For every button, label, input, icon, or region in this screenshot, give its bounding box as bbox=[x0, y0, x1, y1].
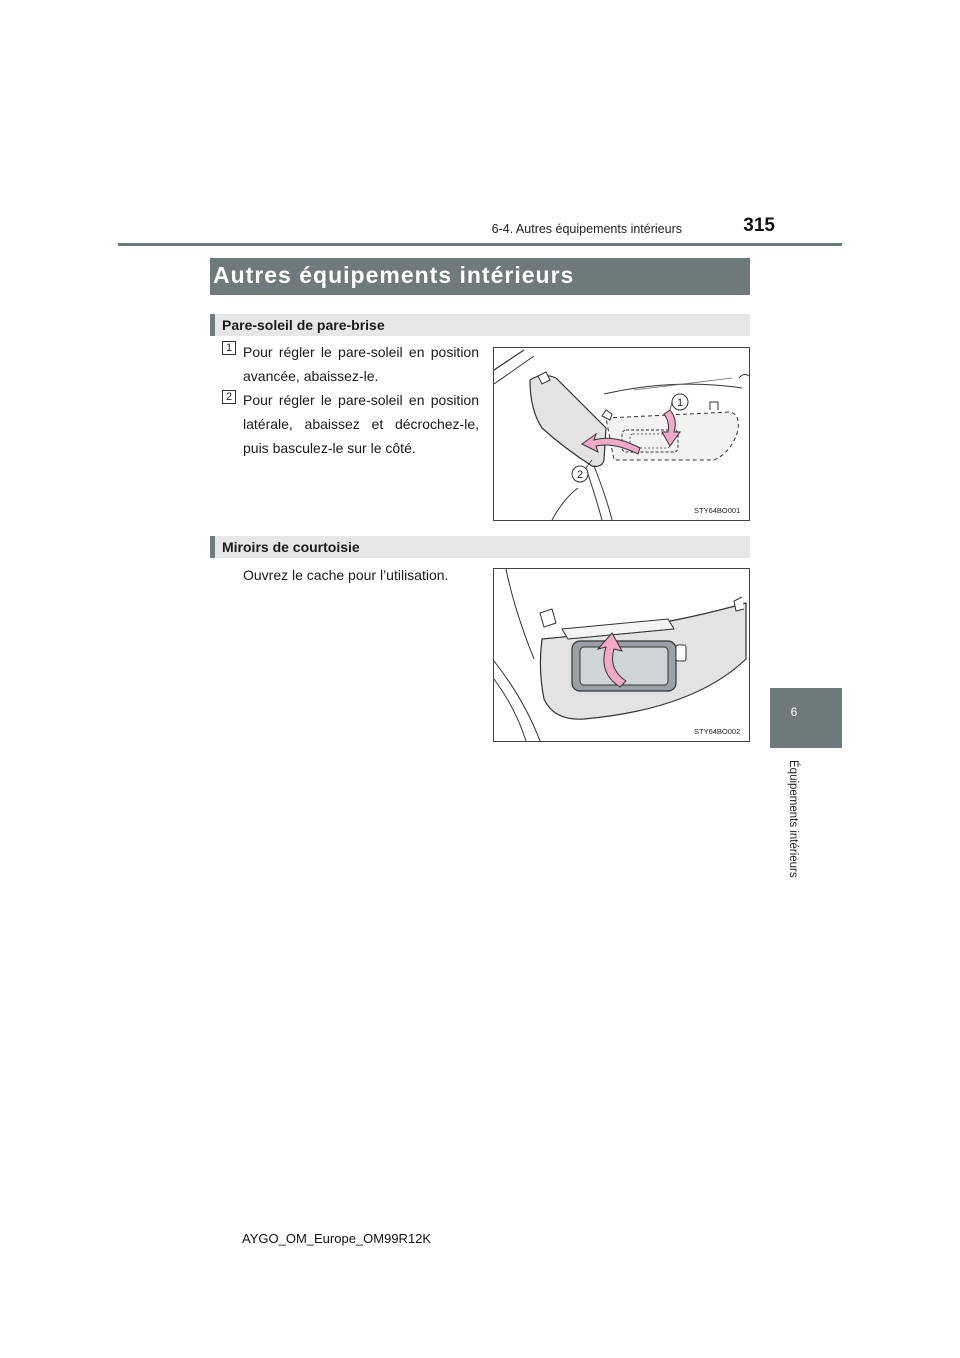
vanity-mirror-figure bbox=[493, 568, 750, 742]
step-marker-2: 2 bbox=[222, 390, 236, 404]
figure-code-1: STY64BO001 bbox=[694, 506, 741, 515]
chapter-tab bbox=[770, 688, 842, 748]
section-heading-mark bbox=[210, 536, 215, 558]
callout-1: 1 bbox=[676, 397, 684, 409]
header-rule bbox=[118, 243, 842, 246]
step-marker-1: 1 bbox=[222, 341, 236, 355]
page-number: 315 bbox=[743, 215, 775, 236]
chapter-title: Équipements intérieurs bbox=[787, 760, 799, 878]
page-title: Autres équipements intérieurs bbox=[213, 262, 575, 288]
step-text-1: Pour régler le pare-soleil en position avancée, abaissez-le. bbox=[243, 344, 479, 384]
document-code: AYGO_OM_Europe_OM99R12K bbox=[242, 1231, 432, 1246]
callout-2: 2 bbox=[576, 469, 584, 481]
figure-code-2: STY64BO002 bbox=[694, 727, 741, 736]
sun-visor-figure bbox=[493, 347, 750, 521]
section-heading-vanity-mirror: Miroirs de courtoisie bbox=[222, 539, 360, 555]
chapter-number: 6 bbox=[790, 705, 798, 719]
step-text-2: Pour régler le pare-soleil en position latérale, abaissez et décrochez-le, puis basculez-le sur le côté. bbox=[243, 392, 479, 456]
vanity-mirror-illustration bbox=[494, 569, 749, 741]
section-reference: 6-4. Autres équipements intérieurs bbox=[491, 222, 682, 236]
section-heading-sun-visor: Pare-soleil de pare-brise bbox=[222, 317, 385, 333]
vanity-mirror-instruction: Ouvrez le cache pour l’utilisation. bbox=[243, 567, 449, 583]
sun-visor-illustration bbox=[494, 348, 749, 520]
section-heading-mark bbox=[210, 314, 215, 336]
